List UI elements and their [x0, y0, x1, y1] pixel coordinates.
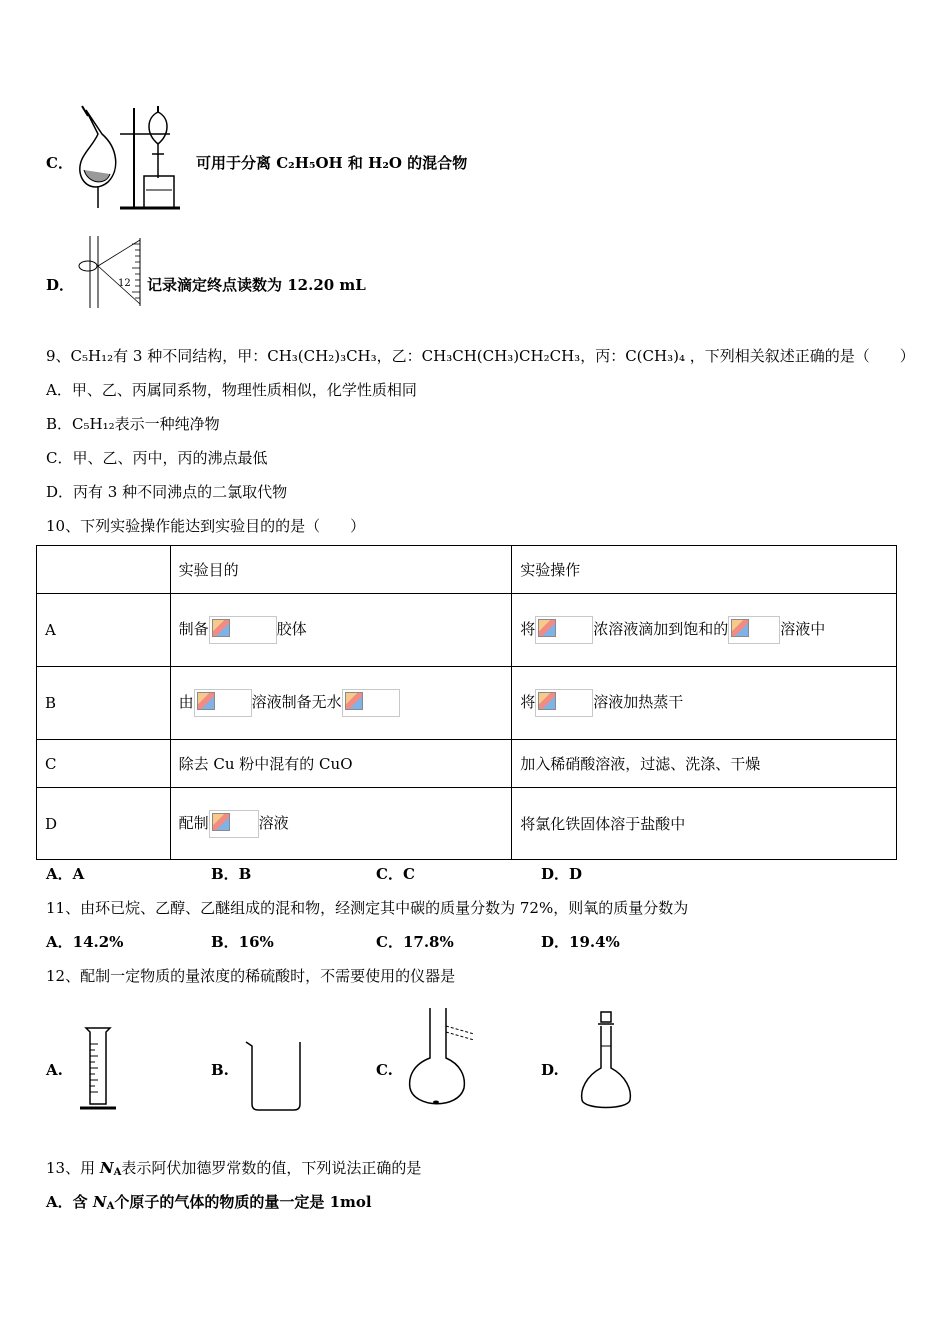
- row-label: A: [37, 594, 171, 667]
- na-subscript: A: [113, 1167, 122, 1178]
- table-header-cell: 实验操作: [512, 546, 897, 594]
- row-label: C: [37, 740, 171, 788]
- option-c-letter: C．: [46, 154, 73, 172]
- option-d-text: 记录滴定终点读数为 12.20 mL: [147, 276, 366, 294]
- q10-option-a: A．A: [46, 865, 85, 883]
- formula-image-placeholder: [535, 616, 593, 644]
- q11-option-c: C．17.8%: [376, 933, 454, 951]
- q11-option-d: D．19.4%: [541, 933, 620, 951]
- formula-image-placeholder: [535, 689, 593, 717]
- na-symbol: N: [92, 1193, 107, 1211]
- row-label: D: [37, 788, 171, 860]
- goal-text: 胶体: [276, 620, 307, 638]
- q11-option-b: B．16%: [211, 933, 274, 951]
- table-header-row: [37, 546, 897, 594]
- q10-option-c: C．C: [376, 865, 415, 883]
- q13-stem-text: 表示阿伏加德罗常数的值，下列说法正确的是: [121, 1159, 422, 1177]
- table-row: [37, 594, 897, 667]
- operation-text: 将: [520, 620, 536, 638]
- q13-option-a-text: 个原子的气体的物质的量一定是 1mol: [114, 1193, 372, 1211]
- na-symbol: N: [99, 1159, 114, 1177]
- table-header-cell: 实验目的: [170, 546, 512, 594]
- q9-option-b: B．C₅H₁₂表示一种纯净物: [46, 415, 220, 433]
- experiment-table: [36, 545, 897, 860]
- operation-cell: [512, 594, 897, 667]
- q11-option-a: A．14.2%: [46, 933, 124, 951]
- option-c-text: 可用于分离 C₂H₅OH 和 H₂O 的混合物: [196, 154, 468, 172]
- q9-stem: 9、C₅H₁₂有 3 种不同结构，甲：CH₃(CH₂)₃CH₃，乙：CH₃CH(CH₃)CH₂CH₃，丙：C(CH₃)₄ ，下列相关叙述正确的是（ ）: [46, 347, 915, 365]
- formula-image-placeholder: [194, 689, 252, 717]
- q12-option-b-letter: B.: [211, 1061, 229, 1079]
- graduated-cylinder-icon: [76, 1024, 120, 1112]
- q11-stem: 11、由环已烷、乙醇、乙醚组成的混和物，经测定其中碳的质量分数为 72%，则氧的质量分数为: [46, 899, 689, 917]
- q13-option-a-text: A．含: [46, 1193, 93, 1211]
- formula-image-placeholder: [728, 616, 780, 644]
- q10-option-d: D．D: [541, 865, 583, 883]
- goal-cell: [170, 667, 512, 740]
- q12-option-a-letter: A.: [46, 1061, 63, 1079]
- goal-text: 由: [178, 693, 194, 711]
- goal-text: 溶液: [258, 813, 289, 832]
- operation-text: 溶液中: [780, 620, 826, 638]
- distillation-flask-icon: [404, 1004, 478, 1114]
- q12-stem: 12、配制一定物质的量浓度的稀硫酸时，不需要使用的仪器是: [46, 967, 456, 985]
- q13-option-a: [46, 1191, 372, 1212]
- goal-text: 配制: [178, 813, 209, 832]
- burette-scale-icon: [76, 236, 146, 308]
- goal-text: 制备: [178, 620, 209, 638]
- q12-option-d-letter: D.: [541, 1061, 559, 1079]
- operation-text: 将: [520, 693, 536, 711]
- q13-stem-text: 13、用: [46, 1159, 100, 1177]
- q12-option-c-letter: C.: [376, 1061, 393, 1079]
- operation-cell: 将氯化铁固体溶于盐酸中: [512, 788, 897, 860]
- operation-text: 溶液加热蒸干: [593, 693, 684, 711]
- na-subscript: A: [106, 1201, 115, 1212]
- operation-cell: [512, 667, 897, 740]
- goal-cell: [170, 788, 512, 860]
- table-row: [37, 667, 897, 740]
- formula-image-placeholder: [209, 616, 277, 644]
- burette-scale-label: 12: [118, 278, 131, 289]
- formula-image-placeholder: [342, 689, 400, 717]
- operation-cell: 加入稀硝酸溶液，过滤、洗涤、干燥: [512, 740, 897, 788]
- q9-option-d: D．丙有 3 种不同沸点的二氯取代物: [46, 483, 288, 501]
- option-d-letter: D．: [46, 276, 75, 294]
- table-header-cell: [37, 546, 171, 594]
- q9-option-c: C．甲、乙、丙中，丙的沸点最低: [46, 449, 268, 467]
- q9-option-a: A．甲、乙、丙属同系物，物理性质相似，化学性质相同: [46, 381, 417, 399]
- q10-stem: 10、下列实验操作能达到实验目的的是（ ）: [46, 517, 366, 535]
- goal-text: 溶液制备无水: [251, 693, 342, 711]
- beaker-icon: [244, 1036, 308, 1112]
- row-label: B: [37, 667, 171, 740]
- volumetric-flask-icon: [576, 1010, 636, 1114]
- goal-cell: [170, 594, 512, 667]
- table-row: [37, 740, 897, 788]
- table-row: [37, 788, 897, 860]
- q10-option-b: B．B: [211, 865, 252, 883]
- operation-text: 浓溶液滴加到饱和的: [593, 620, 729, 638]
- formula-image-placeholder: [209, 810, 259, 838]
- q13-stem: [46, 1157, 421, 1178]
- goal-cell: 除去 Cu 粉中混有的 CuO: [170, 740, 512, 788]
- separatory-funnel-apparatus-icon: [76, 104, 182, 214]
